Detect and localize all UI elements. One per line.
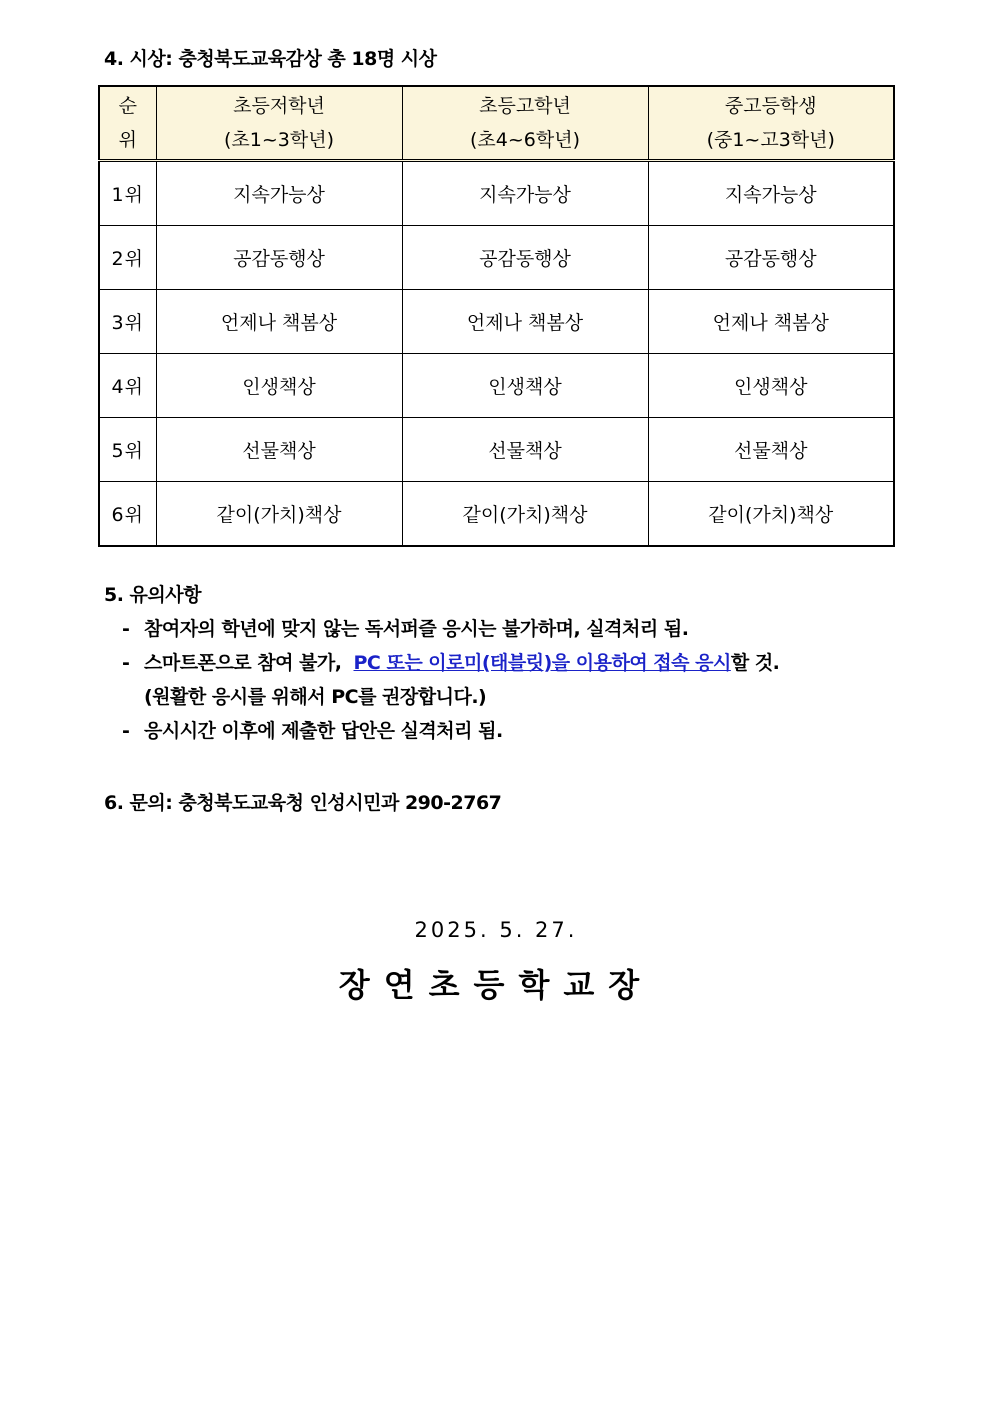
award-cell: 인생책상 — [402, 354, 648, 418]
award-cell: 공감동행상 — [402, 226, 648, 290]
list-item — [122, 646, 779, 680]
contact-section-heading: 6. 문의: 충청북도교육청 인성시민과 290-2767 — [104, 792, 502, 814]
award-cell: 같이(가치)책상 — [402, 482, 648, 547]
document-signer: 장연초등학교장 — [338, 966, 654, 1004]
notice-item-note: (원활한 응시를 위해서 PC를 권장합니다.) — [144, 686, 487, 708]
rank-cell: 6위 — [99, 482, 156, 547]
table-row — [99, 226, 894, 290]
rank-cell: 2위 — [99, 226, 156, 290]
award-cell: 언제나 책봄상 — [402, 290, 648, 354]
table-row — [99, 482, 894, 547]
award-cell: 선물책상 — [402, 418, 648, 482]
award-cell: 선물책상 — [648, 418, 894, 482]
secondary-title: 중고등학생 — [724, 95, 817, 117]
lower-elementary-title: 초등저학년 — [233, 95, 325, 117]
award-cell: 같이(가치)책상 — [156, 482, 402, 547]
rank-cell: 3위 — [99, 290, 156, 354]
award-cell: 같이(가치)책상 — [648, 482, 894, 547]
list-item — [122, 612, 779, 646]
award-cell: 공감동행상 — [648, 226, 894, 290]
bullet-dash: - — [122, 720, 130, 742]
upper-elementary-grades: (초4~6학년) — [470, 129, 580, 151]
rank-cell: 4위 — [99, 354, 156, 418]
rank-cell: 1위 — [99, 161, 156, 226]
award-cell: 인생책상 — [156, 354, 402, 418]
notice-list — [122, 612, 779, 748]
bullet-dash: - — [122, 652, 130, 674]
award-cell: 공감동행상 — [156, 226, 402, 290]
rank-header — [99, 86, 156, 161]
lower-elementary-grades: (초1~3학년) — [224, 129, 334, 151]
award-cell: 언제나 책봄상 — [156, 290, 402, 354]
bullet-dash: - — [122, 618, 130, 640]
table-row — [99, 161, 894, 226]
list-item — [122, 680, 779, 714]
table-row — [99, 354, 894, 418]
award-section-heading: 4. 시상: 충청북도교육감상 총 18명 시상 — [104, 48, 437, 70]
table-row — [99, 418, 894, 482]
list-item — [122, 714, 779, 748]
notice-item-suffix: 할 것. — [730, 652, 780, 674]
notice-highlight-text: PC 또는 이로미(태블릿)을 이용하여 접속 응시 — [353, 652, 731, 674]
award-cell: 인생책상 — [648, 354, 894, 418]
rank-cell: 5위 — [99, 418, 156, 482]
secondary-grades: (중1~고3학년) — [706, 129, 835, 151]
table-row — [99, 290, 894, 354]
award-cell: 언제나 책봄상 — [648, 290, 894, 354]
notice-item-text: 참여자의 학년에 맞지 않는 독서퍼즐 응시는 불가하며, 실격처리 됨. — [144, 618, 689, 640]
notice-section-heading: 5. 유의사항 — [104, 584, 201, 606]
upper-elementary-header — [402, 86, 648, 161]
lower-elementary-header — [156, 86, 402, 161]
award-table-header-row — [99, 86, 894, 161]
secondary-header — [648, 86, 894, 161]
notice-item-prefix: 스마트폰으로 참여 불가, — [144, 652, 342, 674]
award-cell: 지속가능상 — [402, 161, 648, 226]
notice-item-text: 응시시간 이후에 제출한 답안은 실격처리 됨. — [144, 720, 503, 742]
document-date: 2025. 5. 27. — [414, 918, 578, 942]
award-table — [98, 85, 895, 547]
rank-header-line1: 순 — [118, 95, 137, 117]
rank-header-line2: 위 — [118, 129, 137, 151]
award-cell: 지속가능상 — [648, 161, 894, 226]
award-cell: 지속가능상 — [156, 161, 402, 226]
award-cell: 선물책상 — [156, 418, 402, 482]
upper-elementary-title: 초등고학년 — [479, 95, 571, 117]
